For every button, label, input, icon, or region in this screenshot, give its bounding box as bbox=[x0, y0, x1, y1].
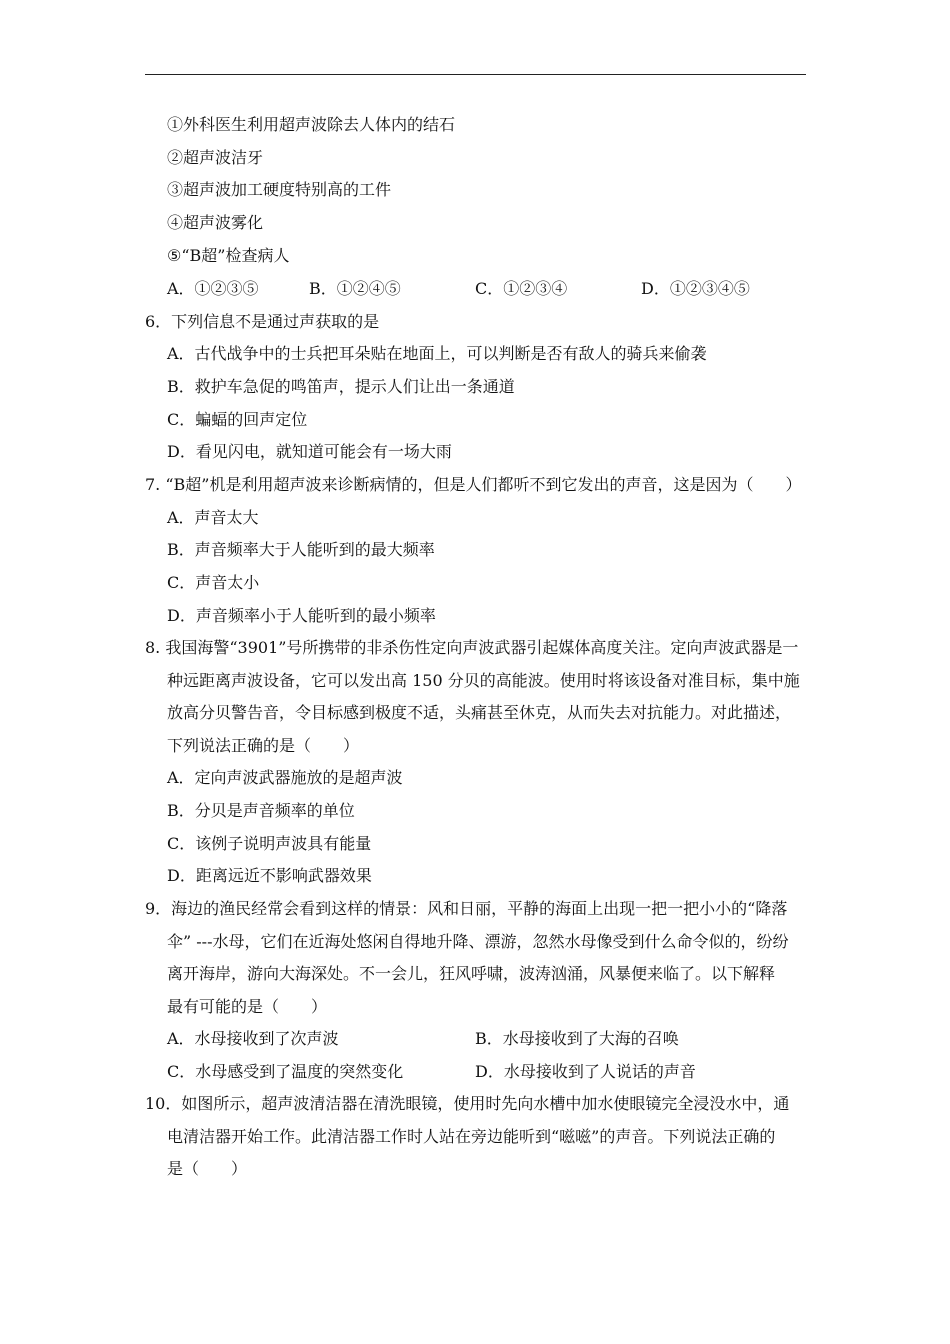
q9-stem-line-3: 离开海岸，游向大海深处。不一会儿，狂风呼啸，波涛汹涌，风暴便来临了。以下解释 bbox=[167, 964, 776, 983]
q8-stem-line-1: 8. 我国海警“3901”号所携带的非杀伤性定向声波武器引起媒体高度关注。定向声波武器是一 bbox=[145, 638, 799, 657]
q5-item-4: ④超声波雾化 bbox=[167, 213, 264, 232]
q5-item-2: ②超声波洁牙 bbox=[167, 148, 264, 167]
q5-item-1: ①外科医生利用超声波除去人体内的结石 bbox=[167, 115, 456, 134]
q5-item-5: ⑤“B超”检查病人 bbox=[167, 246, 290, 265]
q8-stem-line-3: 放高分贝警告音，令目标感到极度不适，头痛甚至休克，从而失去对抗能力。对此描述， bbox=[167, 703, 792, 722]
q10-stem-line-3: 是（ ） bbox=[167, 1159, 248, 1178]
q9-option-d: D．水母接收到了人说话的声音 bbox=[475, 1062, 696, 1081]
q8-stem-line-4: 下列说法正确的是（ ） bbox=[167, 736, 360, 755]
q5-option-c: C．①②③④ bbox=[475, 279, 568, 298]
q9-stem-line-2: 伞” ---水母，它们在近海处悠闲自得地升降、漂游，忽然水母像受到什么命令似的，纷纷 bbox=[167, 932, 789, 951]
q9-option-a: A．水母接收到了次声波 bbox=[167, 1029, 339, 1048]
q8-option-d: D．距离远近不影响武器效果 bbox=[167, 866, 372, 885]
q9-stem-line-4: 最有可能的是（ ） bbox=[167, 997, 328, 1016]
q10-stem-line-2: 电清洁器开始工作。此清洁器工作时人站在旁边能听到“嗞嗞”的声音。下列说法正确的 bbox=[167, 1127, 776, 1146]
q8-option-b: B．分贝是声音频率的单位 bbox=[167, 801, 355, 820]
q9-stem-line-1: 9．海边的渔民经常会看到这样的情景：风和日丽，平静的海面上出现一把一把小小的“降落 bbox=[145, 899, 788, 918]
q8-stem-line-2: 种远距离声波设备，它可以发出高 150 分贝的高能波。使用时将该设备对准目标，集中施 bbox=[167, 671, 800, 690]
q10-stem-line-1: 10．如图所示，超声波清洁器在清洗眼镜，使用时先向水槽中加水使眼镜完全浸没水中，通 bbox=[145, 1094, 790, 1113]
q7-option-a: A．声音太大 bbox=[167, 508, 259, 527]
q7-option-c: C．声音太小 bbox=[167, 573, 260, 592]
q9-option-c: C．水母感受到了温度的突然变化 bbox=[167, 1062, 404, 1081]
q9-option-b: B．水母接收到了大海的召唤 bbox=[475, 1029, 679, 1048]
q6-option-d: D．看见闪电，就知道可能会有一场大雨 bbox=[167, 442, 452, 461]
q6-option-c: C．蝙蝠的回声定位 bbox=[167, 410, 308, 429]
q7-option-d: D．声音频率小于人能听到的最小频率 bbox=[167, 606, 436, 625]
q6-option-b: B．救护车急促的鸣笛声，提示人们让出一条通道 bbox=[167, 377, 515, 396]
q5-option-d: D．①②③④⑤ bbox=[641, 279, 750, 298]
q5-option-b: B．①②④⑤ bbox=[309, 279, 401, 298]
header-rule bbox=[145, 74, 806, 75]
q7-stem: 7. “B超”机是利用超声波来诊断病情的，但是人们都听不到它发出的声音，这是因为（ ） bbox=[145, 475, 802, 494]
q5-item-3: ③超声波加工硬度特别高的工件 bbox=[167, 180, 392, 199]
q7-option-b: B．声音频率大于人能听到的最大频率 bbox=[167, 540, 435, 559]
q8-option-a: A．定向声波武器施放的是超声波 bbox=[167, 768, 403, 787]
q6-stem: 6．下列信息不是通过声获取的是 bbox=[145, 312, 380, 331]
q6-option-a: A．古代战争中的士兵把耳朵贴在地面上，可以判断是否有敌人的骑兵来偷袭 bbox=[167, 344, 707, 363]
q5-option-a: A．①②③⑤ bbox=[167, 279, 259, 298]
q8-option-c: C．该例子说明声波具有能量 bbox=[167, 834, 372, 853]
